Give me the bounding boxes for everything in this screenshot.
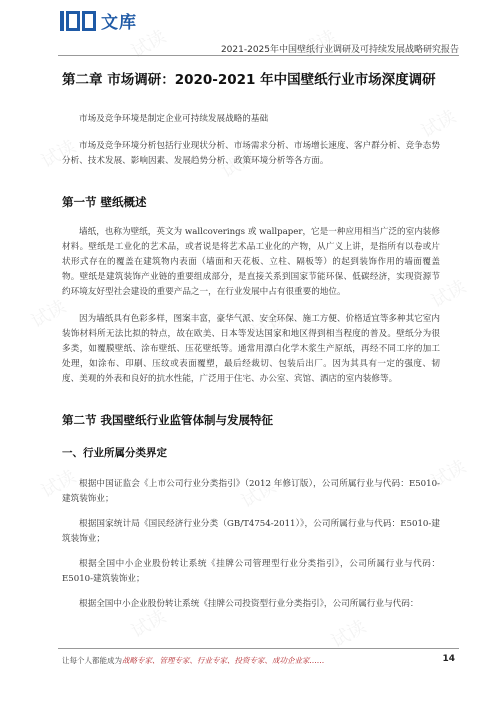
footer-tagline-roles: 战略专家、管理专家、行业专家、投资专家、成功企业家…… [122, 656, 325, 665]
watermark-text: 试读 [247, 306, 290, 343]
section-title: 第一节 壁纸概述 [62, 195, 147, 209]
footer-tagline [62, 655, 325, 666]
body-paragraph: 根据国家统计局《国民经济行业分类（GB/T4754-2011）》，公司所属行业与代码：E5010-建筑装饰业； [62, 519, 440, 544]
body-paragraph: 墙纸，也称为壁纸，英文为 wallcoverings 或 wallpaper，它是一种应用相当广泛的室内装修材料。壁纸是工业化的艺术品，或者说是将艺术品工业化的产物，从广义上讲，是指所有以卷或片状形式存在的覆盖在建筑物内表面（墙面和天花板、立柱、隔板等）的起到装饰作用的墙面覆盖物。壁纸是建筑装饰产业链的重要组成部分，是直接关系到国家节能环保、低碳经济，实现资源节约环境友好型社会建设的重要产品之一，在行业发展中占有很重要的地位。 [62, 227, 440, 297]
subsection-title: 一、行业所属分类界定 [62, 447, 167, 459]
logo-text: 文库 [101, 13, 137, 33]
watermark-text: 试读 [427, 276, 470, 313]
watermark-text: 试读 [327, 616, 370, 653]
footer-tagline-prefix: 让每个人都能成为 [62, 656, 122, 665]
page-footer [58, 648, 459, 665]
watermark-text: 试读 [417, 106, 460, 143]
header-divider [58, 55, 459, 56]
logo [60, 8, 137, 33]
watermark-text: 试读 [127, 606, 170, 643]
logo-mark-icon [60, 11, 96, 31]
body-paragraph: 根据全国中小企业股份转让系统《挂牌公司管理型行业分类指引》，公司所属行业与代码：E5010-建筑装饰业； [62, 559, 440, 584]
watermark-text: 试读 [237, 476, 280, 513]
watermark-text: 试读 [37, 136, 80, 173]
page-header [0, 0, 499, 62]
watermark-text: 试读 [427, 456, 470, 493]
body-paragraph: 因为墙纸具有色彩多样，图案丰富，豪华气派、安全环保、施工方便、价格适宜等多种其它室内装饰材料所无法比拟的特点，故在欧美、日本等发达国家和地区得到相当程度的普及。壁纸分为很多类，如覆膜壁纸、涂布壁纸、压花壁纸等。通常用漂白化学木浆生产原纸，再经不同工序的加工处理，如涂布、印刷、压纹或表面覆塑，最后经裁切、包装后出厂。因为其具有一定的强度、韧度、美观的外表和良好的抗水性能，广泛用于住宅、办公室、宾馆、酒店的室内装修等。 [62, 314, 440, 384]
body-paragraph: 根据全国中小企业股份转让系统《挂牌公司投资型行业分类指引》，公司所属行业与代码： [79, 599, 419, 609]
chapter-title: 第二章 市场调研：2020-2021 年中国壁纸行业市场深度调研 [62, 72, 436, 88]
page-body [62, 70, 440, 612]
section-title: 第二节 我国壁纸行业监管体制与发展特征 [62, 413, 274, 427]
chapter-intro-paragraph: 市场及竞争环境分析包括行业现状分析、市场需求分析、市场增长速度、客户群分析、竞争态势分析、技术发展、影响因素、发展趋势分析、政策环境分析等各方面。 [62, 141, 440, 166]
watermark-text: 试读 [27, 296, 70, 333]
body-paragraph: 根据中国证监会《上市公司行业分类指引》（2012 年修订版），公司所属行业与代码：E5010-建筑装饰业； [62, 479, 440, 504]
watermark-text: 试读 [127, 26, 170, 63]
watermark-text: 试读 [37, 466, 80, 503]
page-number: 14 [442, 654, 455, 664]
chapter-intro-paragraph: 市场及竞争环境是制定企业可持续发展战略的基础 [79, 114, 269, 124]
watermark-text: 试读 [217, 146, 260, 183]
document-title: 2021-2025年中国壁纸行业调研及可持续发展战略研究报告 [220, 45, 459, 55]
watermark-text: 试读 [297, 26, 340, 63]
